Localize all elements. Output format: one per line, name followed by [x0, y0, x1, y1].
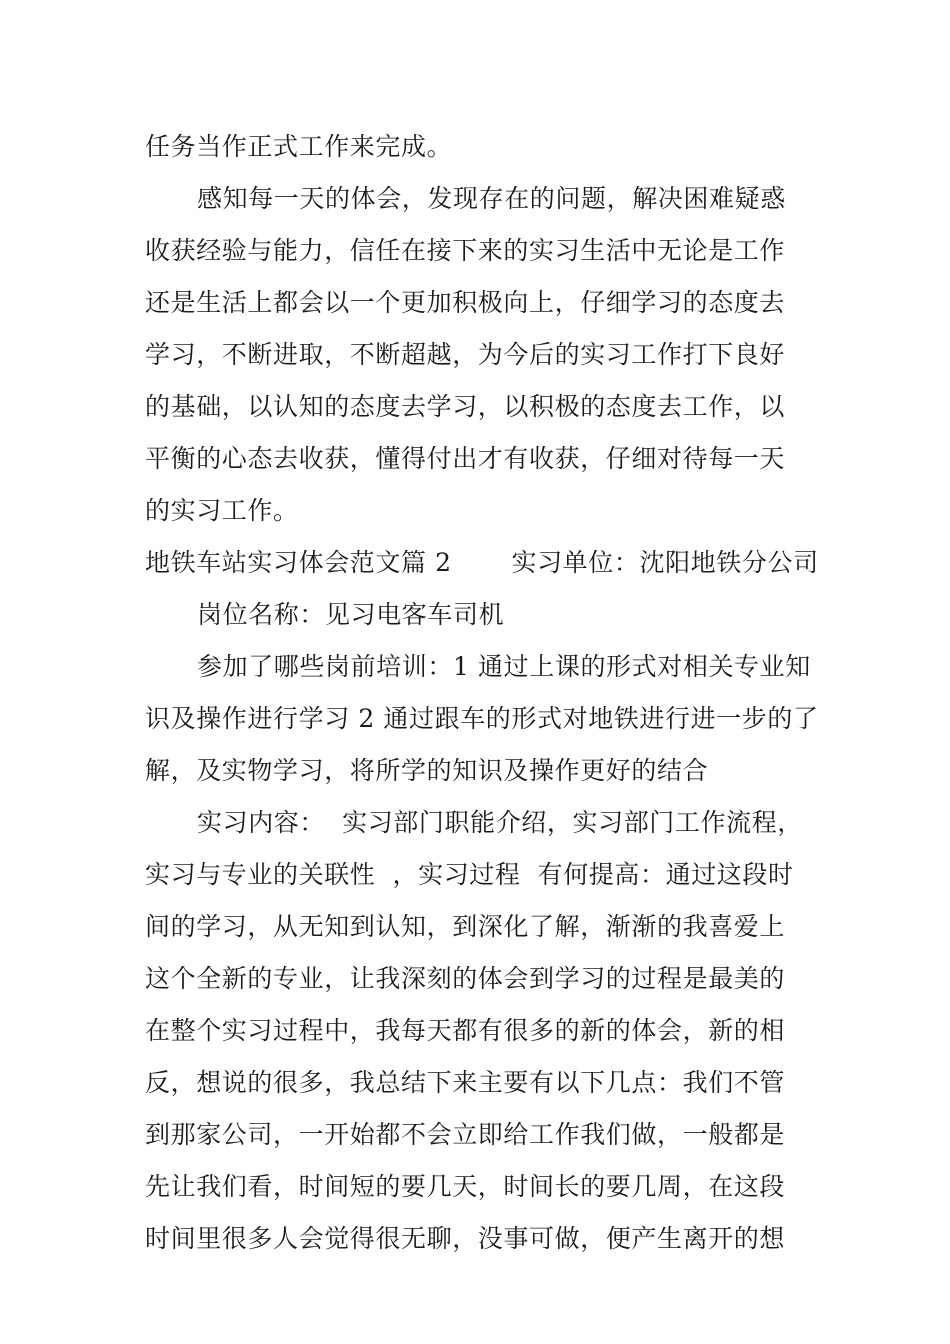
text-line: 到那家公司，一开始都不会立即给工作我们做，一般都是 [145, 1120, 786, 1149]
text-line: 平衡的心态去收获，懂得付出才有收获，仔细对待每一天 [145, 444, 786, 473]
text-line: 这个全新的专业，让我深刻的体会到学习的过程是最美的 [145, 964, 786, 993]
text-line: 识及操作进行学习 2 通过跟车的形式对地铁进行进一步的了 [145, 704, 819, 733]
text-line: 收获经验与能力，信任在接下来的实习生活中无论是工作 [145, 236, 786, 265]
text-line: 实习与专业的关联性 ，实习过程 有何提高：通过这段时 [145, 860, 794, 889]
text-line: 在整个实习过程中，我每天都有很多的新的体会，新的相 [145, 1016, 786, 1045]
section-heading-line: 地铁车站实习体会范文篇 2 实习单位：沈阳地铁分公司 [145, 548, 819, 577]
paragraph-start-line: 参加了哪些岗前培训：1 通过上课的形式对相关专业知 [197, 652, 811, 681]
text-line: 间的学习，从无知到认知，到深化了解，渐渐的我喜爱上 [145, 912, 786, 941]
paragraph-start-line: 感知每一天的体会，发现存在的问题，解决困难疑惑 [197, 184, 786, 213]
text-line: 学习，不断进取，不断超越，为今后的实习工作打下良好 [145, 340, 786, 369]
text-line: 时间里很多人会觉得很无聊，没事可做，便产生离开的想 [145, 1224, 786, 1253]
paragraph-start-line: 实习内容： 实习部门职能介绍，实习部门工作流程， [197, 808, 803, 837]
text-line: 解，及实物学习，将所学的知识及操作更好的结合 [145, 756, 709, 785]
text-line: 先让我们看，时间短的要几天，时间长的要几周，在这段 [145, 1172, 786, 1201]
paragraph-start-line: 岗位名称：见习电客车司机 [197, 600, 505, 629]
text-line: 任务当作正式工作来完成。 [145, 132, 453, 161]
text-line: 的实习工作。 [145, 496, 299, 525]
text-line: 还是生活上都会以一个更加积极向上，仔细学习的态度去 [145, 288, 786, 317]
text-line: 反，想说的很多，我总结下来主要有以下几点：我们不管 [145, 1068, 786, 1097]
text-line: 的基础，以认知的态度去学习，以积极的态度去工作，以 [145, 392, 786, 421]
